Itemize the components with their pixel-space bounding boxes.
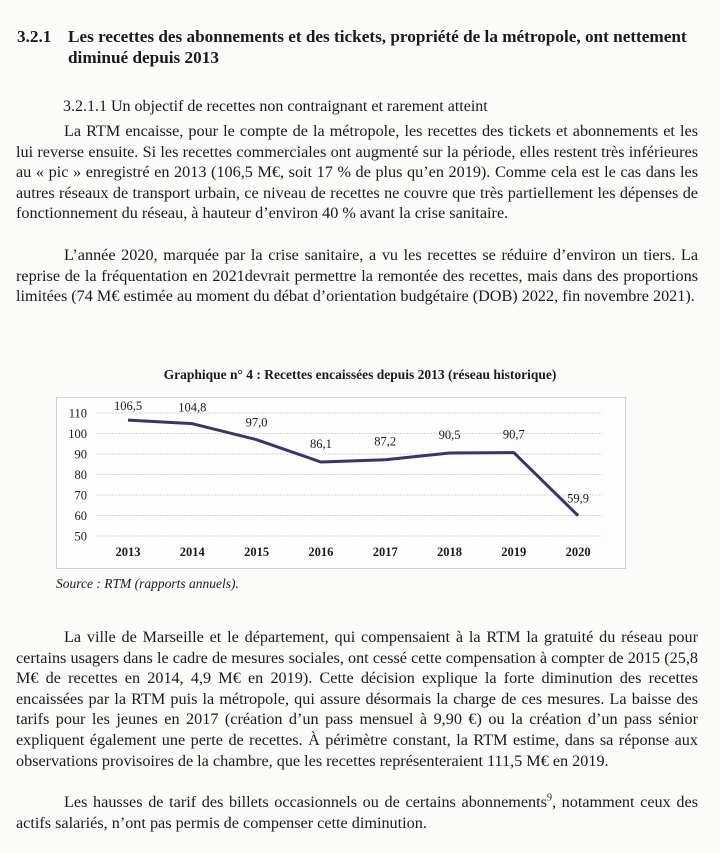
y-tick-label: 90 xyxy=(74,447,87,462)
section-title: Les recettes des abonnements et des tickets, propriété de la métropole, ont nettement diminué depuis 2013 xyxy=(68,27,687,67)
y-tick-label: 100 xyxy=(68,427,87,441)
data-label: 104,8 xyxy=(178,400,207,415)
x-tick-label: 2018 xyxy=(437,545,462,559)
x-tick-label: 2019 xyxy=(501,545,527,559)
y-tick-label: 80 xyxy=(74,468,87,482)
x-tick-label: 2017 xyxy=(372,545,398,559)
y-tick-label: 60 xyxy=(74,509,87,523)
y-tick-label: 50 xyxy=(74,529,87,544)
x-tick-label: 2015 xyxy=(244,545,270,559)
data-label: 90,5 xyxy=(438,427,461,442)
line-chart xyxy=(56,397,626,569)
paragraph-1: La RTM encaisse, pour le compte de la métropole, les recettes des tickets et abonnements et les lui reverse ensuite. Si les recettes commerciales ont augmenté sur la période, elles restent très inférieures au « pic » enregistré en 2013 (106,5 M€, soit 17 % de plus qu’en 2019). Comme cela est le cas dans les autres réseaux de transport urbain, ce niveau de recettes ne couvre que très partiellement les dépenses de fonctionnement du réseau, à hauteur d’environ 40 % avant la crise sanitaire. xyxy=(16,122,698,223)
section-heading xyxy=(17,26,707,68)
data-label: 90,7 xyxy=(502,427,525,442)
paragraph-4 xyxy=(16,792,698,833)
x-tick-label: 2016 xyxy=(308,545,334,559)
x-tick-label: 2020 xyxy=(565,545,591,559)
y-tick-label: 110 xyxy=(68,406,87,421)
data-label: 87,2 xyxy=(374,434,397,449)
paragraph-4-text-end: , notamment ceux des actifs salariés, n’ont pas permis de compenser cette diminution. xyxy=(16,793,698,832)
paragraph-3: La ville de Marseille et le département, qui compensaient à la RTM la gratuité du réseau pour certains usagers dans le cadre de mesures sociales, ont cessé cette compensation à compter de 2015 (25,8 M€ de recettes en 2014, 4,9 M€ en 2019). Cette décision explique la forte diminution des recettes encaissées par la RTM puis la métropole, qui assure désormais la charge de ces mesures. La baisse des tarifs pour les jeunes en 2017 (création d’un pass mensuel à 9,90 €) ou la création d’un pass sénior expliquent également une perte de recettes. À périmètre constant, la RTM estime, dans sa réponse aux observations provisoires de la chambre, que les recettes représenteraient 111,5 M€ en 2019. xyxy=(16,628,698,770)
data-label: 106,5 xyxy=(113,399,143,414)
x-tick-label: 2013 xyxy=(115,545,141,559)
data-label: 97,0 xyxy=(245,415,268,430)
chart-plot xyxy=(57,398,625,568)
paragraph-2: L’année 2020, marquée par la crise sanitaire, a vu les recettes se réduire d’environ un tiers. La reprise de la fréquentation en 2021devrait permettre la remontée des recettes, mais dans des proportions limitées (74 M€ estimée au moment du débat d’orientation budgétaire (DOB) 2022, fin novembre 2021). xyxy=(16,246,698,306)
chart-title: Graphique n° 4 : Recettes encaissées depuis 2013 (réseau historique) xyxy=(163,367,557,382)
paragraph-4-text: Les hausses de tarif des billets occasionnels ou de certains abonnements xyxy=(64,793,547,811)
footnote-ref[interactable]: 9 xyxy=(546,792,552,804)
x-tick-label: 2014 xyxy=(179,545,205,559)
data-label: 86,1 xyxy=(309,436,332,451)
y-tick-label: 70 xyxy=(74,488,87,503)
section-number: 3.2.1 xyxy=(17,27,52,46)
data-label: 59,9 xyxy=(567,491,590,506)
subsection-heading: 3.2.1.1 Un objectif de recettes non contraignant et rarement atteint xyxy=(63,98,488,115)
chart-source: Source : RTM (rapports annuels). xyxy=(56,576,239,591)
